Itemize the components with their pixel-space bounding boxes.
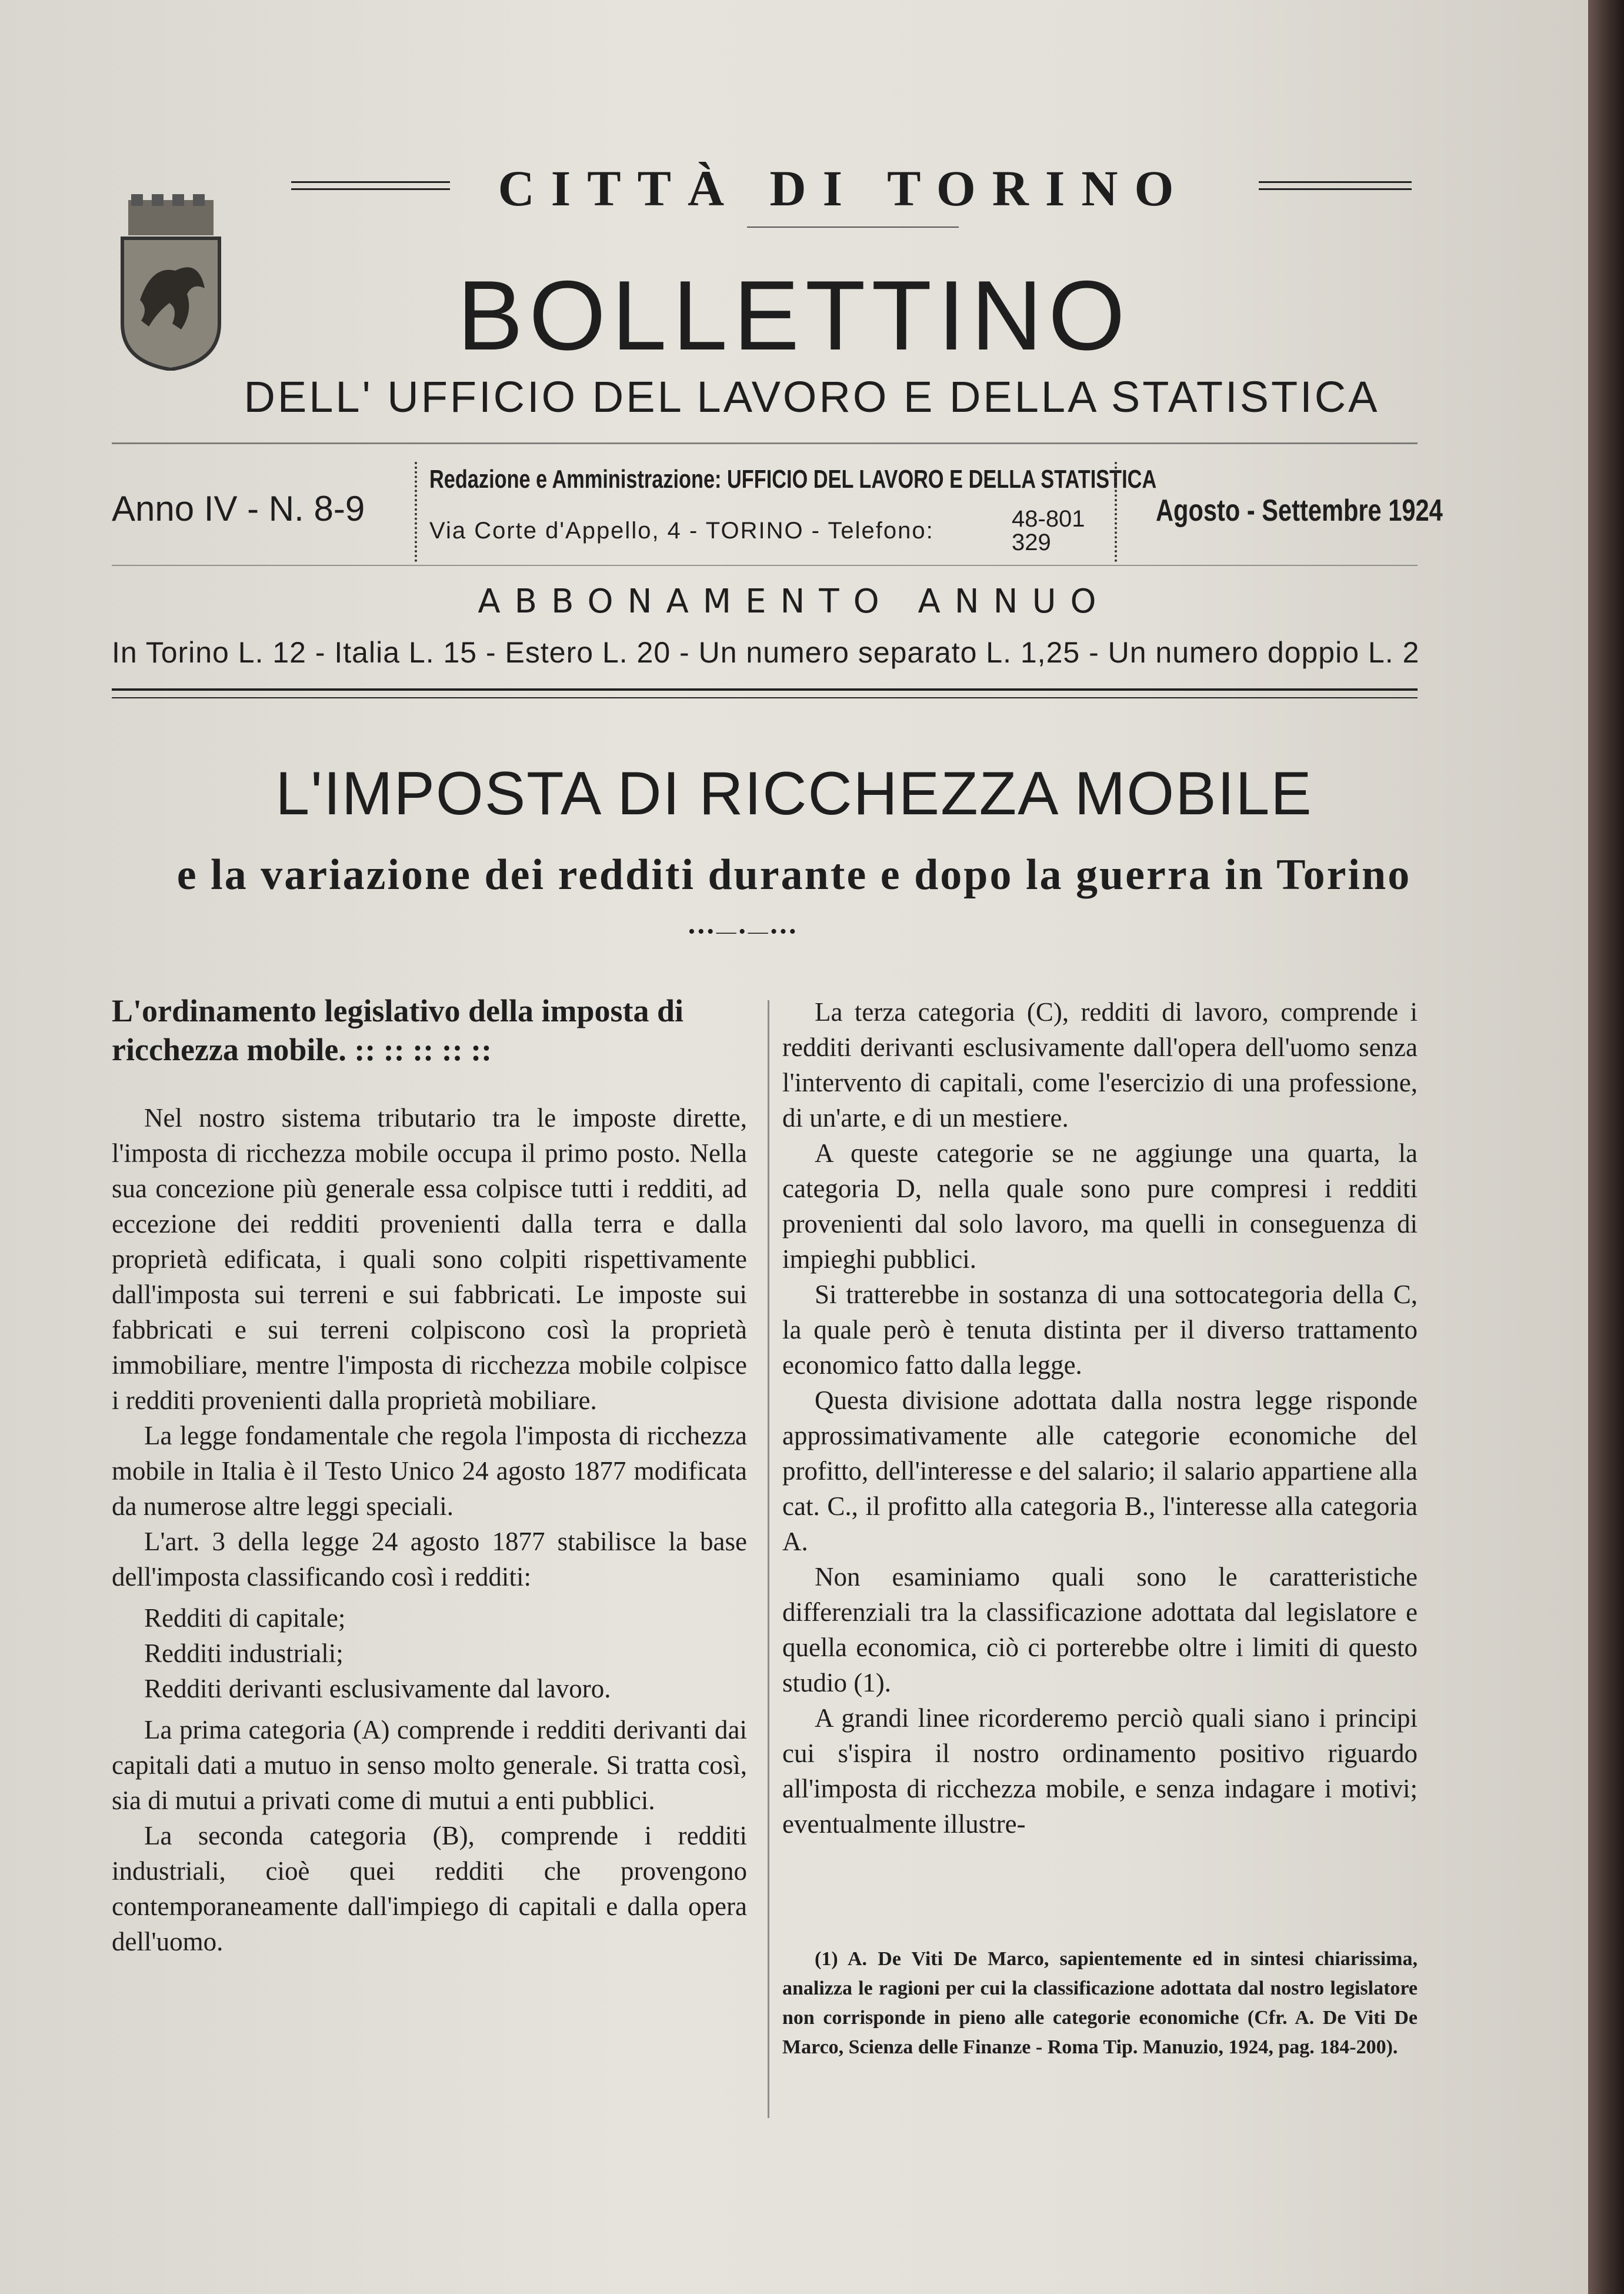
header-rule-1: [112, 688, 1418, 691]
editorial-office: Redazione e Amministrazione: UFFICIO DEL LAVORO E DELLA STATISTICA: [429, 465, 1157, 494]
city-name: CITTÀ DI TORINO: [498, 160, 1191, 217]
city-rule-right-top: [1259, 181, 1412, 183]
city-ornament: [747, 227, 959, 228]
issue-date: Agosto - Settembre 1924: [1156, 494, 1443, 528]
header-rule-2: [112, 697, 1418, 698]
issue-number: Anno IV - N. 8-9: [112, 489, 365, 528]
footnote: [782, 1945, 1418, 2062]
section-heading: L'ordinamento legislativo della imposta di ricchezza mobile. :: :: :: :: ::: [112, 993, 684, 1067]
column-divider: [768, 1000, 769, 2118]
city-rule-right-bottom: [1259, 188, 1412, 190]
subscription-prices: In Torino L. 12 - Italia L. 15 - Estero L. 20 - Un numero separato L. 1,25 - Un numero doppio L. 2: [112, 636, 1420, 669]
title-ornament: •••—•—•••: [688, 921, 799, 943]
col2-paragraph-6: A grandi linee ricorderemo perciò quali siano i principi cui s'ispira il nostro ordinamento positivo riguardo all'imposta di ricchezza mobile, e senza indagare i motivi; eventualmente illustre-: [782, 1703, 1418, 1839]
col2-paragraph-3: Si tratterebbe in sostanza di una sottocategoria della C, la quale però è tenuta distinta per il diverso trattamento economico fatto dalla legge.: [782, 1280, 1418, 1380]
col1-paragraph-2: La legge fondamentale che regola l'imposta di ricchezza mobile in Italia è il Testo Unico 24 agosto 1877 modificata da numerose altre leggi speciali.: [112, 1421, 747, 1521]
brace-left: [415, 462, 417, 562]
col2-paragraph-1: La terza categoria (C), redditi di lavoro, comprende i redditi derivanti esclusivamente dall'opera dell'uomo senza l'intervento di capitali, come l'esercizio di una professione, di un'arte, e di un mestiere.: [782, 997, 1418, 1133]
footnote-text: (1) A. De Viti De Marco, sapientemente ed in sintesi chiarissima, analizza le ragioni per cui la classificazione adottata dal nostro legislatore non corrisponde in pieno alle categorie economiche (Cfr. A. De Viti De Marco, Scienza delle Finanze - Roma Tip. Manuzio, 1924, pag. 184-200).: [782, 1948, 1418, 2058]
col1-paragraph-3: L'art. 3 della legge 24 agosto 1877 stabilisce la base dell'imposta classificando così i redditi:: [112, 1527, 747, 1592]
bulletin-title: BOLLETTINO: [457, 260, 1131, 371]
article-subtitle: e la variazione dei redditi durante e dopo la guerra in Torino: [176, 851, 1412, 899]
bulletin-subtitle: DELL' UFFICIO DEL LAVORO E DELLA STATISTICA: [244, 372, 1380, 421]
city-rule-left-top: [291, 181, 450, 183]
list-item: Redditi di capitale;: [144, 1603, 346, 1633]
torino-crest-icon: [116, 194, 225, 371]
column-2: [782, 994, 1418, 1842]
brace-right: [1115, 462, 1117, 562]
address: Via Corte d'Appello, 4 - TORINO - Telefono:: [429, 518, 934, 544]
col2-paragraph-2: A queste categorie se ne aggiunge una quarta, la categoria D, nella quale sono pure compresi i redditi provenienti dal solo lavoro, ma quelli in conseguenza di impieghi pubblici.: [782, 1138, 1418, 1274]
col1-paragraph-4: La prima categoria (A) comprende i redditi derivanti dai capitali dati a mutuo in senso molto generale. Si tratta così, sia di mutui a privati come di mutui a enti pubblici.: [112, 1715, 747, 1815]
binding-edge: [1588, 0, 1624, 2294]
article-title: L'IMPOSTA DI RICCHEZZA MOBILE: [275, 760, 1313, 828]
list-item: Redditi derivanti esclusivamente dal lavoro.: [144, 1674, 611, 1703]
info-rule-bottom: [112, 565, 1418, 566]
city-rule-left-bottom: [291, 188, 450, 190]
col2-paragraph-5: Non esaminiamo quali sono le caratteristiche differenziali tra la classificazione adottata dal legislatore e quella economica, ciò ci porterebbe oltre i limiti di questo studio (1).: [782, 1562, 1418, 1697]
phone-2: 329: [1012, 530, 1051, 555]
income-categories-list: [112, 1600, 747, 1706]
subscription-label: ABBONAMENTO ANNUO: [478, 582, 1111, 621]
column-1: [112, 1100, 747, 1959]
col1-paragraph-1: Nel nostro sistema tributario tra le imposte dirette, l'imposta di ricchezza mobile occupa il primo posto. Nella sua concezione più generale essa colpisce tutti i redditi, ad eccezione dei redditi provenienti dalla terra e dalla proprietà edificata, i quali sono colpiti rispettivamente dall'imposta sui terreni e sui fabbricati. Le imposte sui fabbricati e sui terreni colpiscono così la proprietà immobiliare, mentre l'imposta di ricchezza mobile colpisce i redditi provenienti dalla proprietà mobiliare.: [112, 1103, 747, 1415]
info-rule-top: [112, 442, 1418, 444]
list-item: Redditi industriali;: [144, 1639, 344, 1668]
col2-paragraph-4: Questa divisione adottata dalla nostra legge risponde approssimativamente alle categorie economiche del profitto, dell'interesse e del salario; il salario appartiene alla cat. C., il profitto alla categoria B., l'interesse alla categoria A.: [782, 1386, 1418, 1556]
col1-paragraph-5: La seconda categoria (B), comprende i redditi industriali, cioè quei redditi che provengono contemporaneamente dall'impiego di capitali e dalla opera dell'uomo.: [112, 1821, 747, 1956]
phone-1: 48-801: [1012, 506, 1085, 532]
